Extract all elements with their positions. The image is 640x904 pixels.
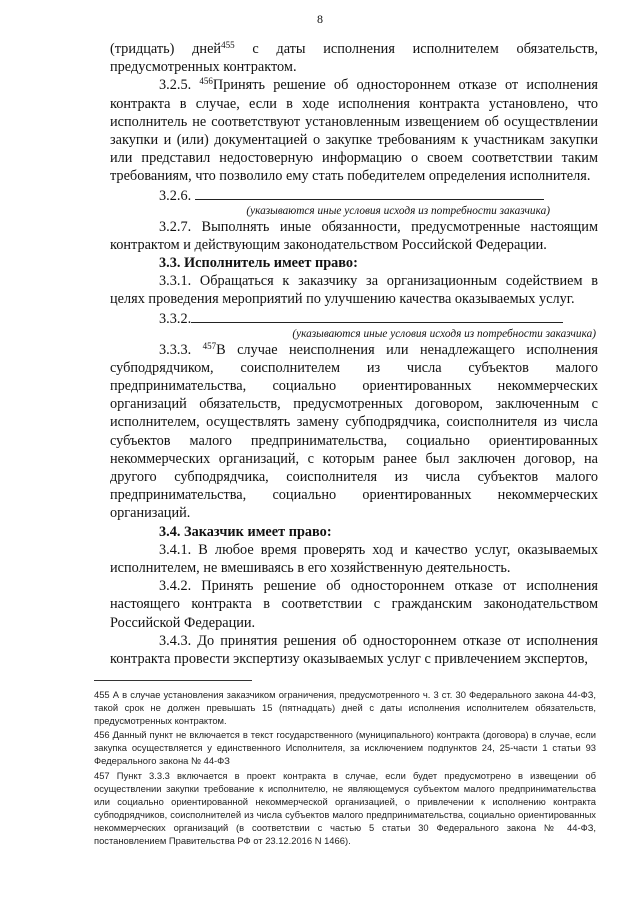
paragraph-3-4-3: 3.4.3. До принятия решения об одностороннем отказе от исполнения контракта провести экспертизу оказываемых услуг с привлечением экспертов, — [110, 632, 598, 668]
clause-text: В случае неисполнения или ненадлежащего исполнения субподрядчиком, соисполнителем из числа субъектов малого предпринимательства, социально ориентированных некоммерческих организаций обязательств, предусмотренных договором, заключенным с исполнителем, осуществлять замену субподрядчика, соисполнителя из числа субъектов малого предпринимательства, социально ориентированных некоммерческих организаций, с которым ранее был заключен договор, на другого субподрядчика, соисполнителя из числа субъектов малого предпринимательства, социально ориентированных некоммерческих организаций. — [110, 341, 598, 522]
paragraph-3-2-6 — [110, 186, 598, 204]
page-number: 8 — [317, 12, 323, 26]
paragraph-3-3-1: 3.3.1. Обращаться к заказчику за организационным содействием в целях проведения мероприятий по улучшению качества оказываемых услуг. — [110, 273, 598, 308]
main-text — [110, 40, 598, 668]
clause-number: 3.3.2. — [159, 310, 192, 327]
footnotes — [94, 688, 596, 848]
text-fragment: (тридцать) дней — [110, 41, 222, 57]
paragraph-3-3-3 — [110, 341, 598, 523]
clause-text: Принять решение об одностороннем отказе от исполнения контракта в случае, если в ходе исполнения контракта установлено, что исполнитель не соответствуют установленным извещением об осуществлении закупки и (или) документацией о закупке требованиям к участникам закупки или представил недостоверную информацию о своем соответствии таким требованиям, что позволило ему стать победителем определения исполнителя. — [110, 77, 599, 185]
clause-number: 3.3.3. — [159, 341, 203, 358]
paragraph-3-2-4-end — [110, 40, 598, 76]
footnote-ref-455: 455 — [221, 40, 235, 50]
section-heading-3-3: 3.3. Исполнитель имеет право: — [159, 255, 358, 272]
clause-number: 3.2.5. — [159, 77, 200, 94]
paragraph-3-4-2: 3.4.2. Принять решение об одностороннем отказе от исполнения настоящего контракта в соответствии с гражданским законодательством Российской Федерации. — [110, 578, 598, 631]
footnote-separator — [94, 680, 252, 681]
clause-number: 3.2.6. — [159, 187, 195, 204]
fill-in-hint: (указываются иные условия исходя из потребности заказчика) — [246, 204, 550, 217]
paragraph-3-3-2 — [110, 309, 598, 327]
fill-in-line[interactable] — [191, 309, 563, 323]
text-fragment: с даты исполнения исполнителем обязательств, предусмотренных контрактом. — [110, 41, 598, 76]
section-heading-3-4: 3.4. Заказчик имеет право: — [159, 523, 332, 540]
fill-in-line[interactable] — [195, 186, 544, 200]
footnote-455: 455 А в случае установления заказчиком ограничения, предусмотренного ч. 3 ст. 30 Федерального закона 44-ФЗ, такой срок не должен превышать 15 (пятнадцать) дней с даты исполнения исполнителем обязательств, предусмотренных контрактом. — [94, 689, 596, 727]
footnote-ref-457: 457 — [202, 340, 217, 351]
footnote-457: 457 Пункт 3.3.3 включается в проект контракта в случае, если будет предусмотрено в извещении об осуществлении закупки требование к исполнителю, не являющемуся субъектом малого предпринимательства или социально ориентированной некоммерческой организацией, о привлечении к исполнению контракта субподрядчиков, соисполнителей из числа субъектов малого предпринимательства, социально ориентированных некоммерческих организаций (в соответствии с частью 5 статьи 30 Федерального закона № 44-ФЗ, постановлением Правительства РФ от 23.12.2016 N 1466). — [94, 769, 596, 847]
paragraph-3-4-1: 3.4.1. В любое время проверять ход и качество услуг, оказываемых исполнителем, не вмешиваясь в его хозяйственную деятельность. — [110, 541, 598, 577]
fill-in-hint: (указываются иные условия исходя из потребности заказчика) — [292, 327, 596, 340]
footnote-456: 456 Данный пункт не включается в текст государственного (муниципального) контракта (договора) в случае, если закупка осуществляется у единственного Исполнителя, за исключением подпунктов 24, 25-части 1 статьи 93 Федерального закона № 44-ФЗ — [94, 729, 596, 767]
paragraph-3-2-7: 3.2.7. Выполнять иные обязанности, предусмотренные настоящим контрактом и действующим законодательством Российской Федерации. — [110, 218, 598, 253]
paragraph-3-2-5 — [110, 76, 598, 185]
footnote-ref-456: 456 — [199, 76, 213, 87]
